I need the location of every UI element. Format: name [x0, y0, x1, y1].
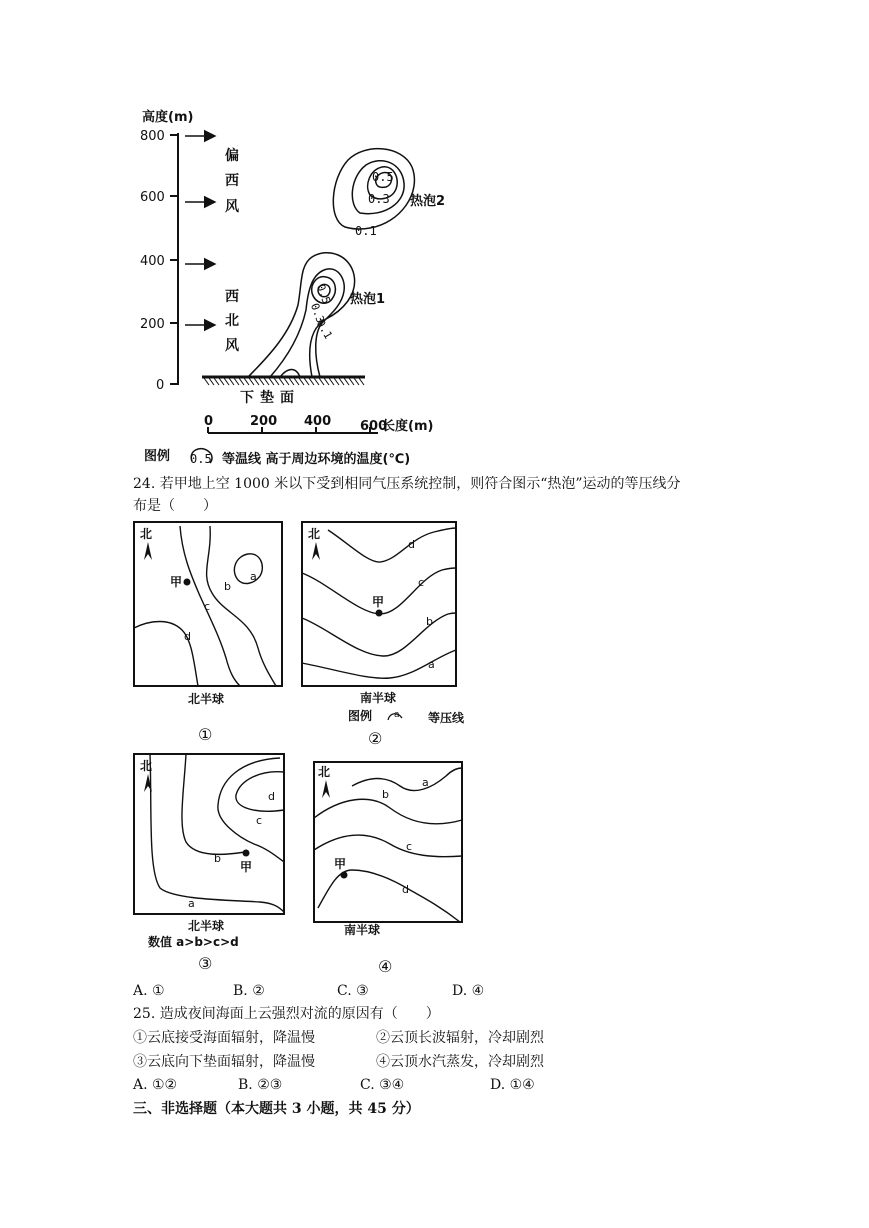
- isobar-label: a: [428, 658, 435, 671]
- q24-line1: 24. 若甲地上空 1000 米以下受到相同气压系统控制，则符合图示“热泡”运动的等压线分: [133, 476, 681, 492]
- isobar-label: c: [256, 814, 263, 827]
- isobar: [318, 870, 460, 922]
- hatch-mark: [269, 378, 274, 385]
- north-arrow-icon: [312, 542, 320, 560]
- north-label: 北: [140, 527, 153, 541]
- isobar-label: b: [382, 788, 389, 801]
- isobar: [314, 835, 462, 857]
- hatch-mark: [339, 378, 344, 385]
- hatch-mark: [359, 378, 364, 385]
- hatch-mark: [229, 378, 234, 385]
- hatch-mark: [329, 378, 334, 385]
- hatch-mark: [224, 378, 229, 385]
- isobar-label: c: [418, 576, 425, 589]
- point-jia: [184, 579, 191, 586]
- north-arrow-icon: [144, 542, 152, 560]
- hatch-mark: [239, 378, 244, 385]
- isotherm-value: 0.3: [307, 301, 327, 325]
- q25-option-b[interactable]: B. ②③: [238, 1077, 283, 1093]
- map-number: ①: [198, 725, 213, 744]
- point-jia: [243, 850, 250, 857]
- point-jia: [341, 872, 348, 879]
- isobar-label: a: [250, 570, 257, 583]
- isobar-label: d: [268, 790, 275, 803]
- isobar: [234, 554, 262, 584]
- isobar-label: a: [422, 776, 429, 789]
- hatch-mark: [309, 378, 314, 385]
- y-tick: 800: [140, 129, 165, 144]
- q25-statement-3: ③云底向下垫面辐射，降温慢: [133, 1054, 315, 1070]
- surface-label: 下垫面: [240, 390, 300, 406]
- isobar-map-2: [298, 518, 478, 748]
- q24-option-a[interactable]: A. ①: [133, 983, 165, 999]
- hemisphere-label: 北半球: [188, 692, 225, 706]
- thermal-bubble-1: [248, 253, 355, 377]
- map-legend-text: 等压线: [428, 711, 465, 725]
- map-frame: [134, 754, 284, 914]
- hatch-mark: [264, 378, 269, 385]
- hemisphere-label: 北半球: [188, 919, 225, 933]
- wind-label: 北: [225, 313, 239, 329]
- y-tick: 600: [140, 190, 165, 205]
- point-jia-label: 甲: [372, 595, 385, 609]
- isobar: [236, 772, 284, 811]
- value-note: 数值 a>b>c>d: [148, 935, 239, 949]
- q24-line2: 布是（ ）: [133, 498, 217, 514]
- thermal-bubble-figure: [130, 105, 460, 470]
- map-frame: [314, 762, 462, 922]
- map-number: ③: [198, 954, 213, 973]
- bubble-2-label: 热泡2: [410, 194, 446, 209]
- isotherm-value: 0.5: [372, 170, 394, 184]
- isotherm-value: 0.5: [313, 282, 333, 306]
- wind-label: 风: [225, 199, 239, 215]
- y-axis-title: 高度(m): [142, 110, 194, 125]
- map-number: ④: [378, 957, 393, 976]
- hatch-mark: [254, 378, 259, 385]
- q25-stem: 25. 造成夜间海面上云强烈对流的原因有（ ）: [133, 1006, 440, 1022]
- y-tick: 200: [140, 317, 165, 332]
- wind-label: 偏: [225, 148, 239, 164]
- isobar: [207, 526, 276, 686]
- wind-label: 西: [225, 173, 239, 189]
- q25-option-c[interactable]: C. ③④: [360, 1077, 405, 1093]
- hatch-mark: [354, 378, 359, 385]
- north-label: 北: [140, 759, 153, 773]
- q25-statement-2: ②云顶长波辐射，冷却剧烈: [376, 1030, 544, 1046]
- isobar-label: b: [214, 852, 221, 865]
- hatch-mark: [304, 378, 309, 385]
- hatch-mark: [209, 378, 214, 385]
- hatch-mark: [214, 378, 219, 385]
- map-legend-label: 图例: [348, 709, 373, 723]
- wind-label: 风: [225, 338, 239, 354]
- hatch-mark: [344, 378, 349, 385]
- q24-option-c[interactable]: C. ③: [337, 983, 369, 999]
- north-label: 北: [318, 765, 331, 779]
- hatch-mark: [219, 378, 224, 385]
- hatch-mark: [319, 378, 324, 385]
- hatch-mark: [334, 378, 339, 385]
- hatch-mark: [289, 378, 294, 385]
- section-3-heading: 三、非选择题（本大题共 3 小题，共 45 分）: [133, 1101, 420, 1117]
- y-tick: 0: [156, 378, 165, 393]
- north-arrow-icon: [322, 780, 330, 798]
- isobar-label: b: [224, 580, 231, 593]
- hemisphere-label: 南半球: [360, 691, 397, 705]
- isotherm-value: 0.3: [368, 192, 390, 206]
- isotherm-value: 0.1: [313, 317, 335, 342]
- q25-option-a[interactable]: A. ①②: [133, 1077, 178, 1093]
- hatch-mark: [234, 378, 239, 385]
- isobar-label: d: [402, 883, 409, 896]
- x-axis-title: 长度(m): [382, 419, 434, 434]
- isobar: [328, 528, 456, 562]
- isobar: [150, 754, 284, 912]
- hatch-mark: [244, 378, 249, 385]
- thermal-bubble-2: [333, 149, 414, 229]
- y-tick: 400: [140, 254, 165, 269]
- isobar-label: d: [408, 538, 415, 551]
- hatch-mark: [204, 378, 209, 385]
- point-jia: [376, 610, 383, 617]
- x-tick: 600: [360, 419, 388, 434]
- isobar-map-4: [310, 758, 470, 978]
- x-tick: 0: [204, 414, 214, 429]
- hatch-mark: [294, 378, 299, 385]
- hatch-mark: [284, 378, 289, 385]
- isobar: [182, 754, 245, 854]
- hatch-mark: [324, 378, 329, 385]
- thermal-bubble-diagram: [130, 105, 460, 470]
- hatch-mark: [279, 378, 284, 385]
- isobar-map-3: [130, 750, 305, 975]
- legend-label: 图例: [144, 449, 171, 464]
- isobar-map-1: [130, 518, 285, 748]
- isobar-label: d: [184, 630, 191, 643]
- hatch-mark: [249, 378, 254, 385]
- hemisphere-label: 南半球: [344, 923, 381, 937]
- isobar-label: a: [188, 897, 195, 910]
- legend-isobar-value: a: [394, 710, 400, 720]
- q24-option-d[interactable]: D. ④: [452, 983, 485, 999]
- isobar-label: b: [426, 615, 433, 628]
- isobar-label: c: [406, 840, 413, 853]
- surface-hatching: [204, 378, 364, 385]
- wind-label: 西: [225, 289, 239, 305]
- north-label: 北: [308, 527, 321, 541]
- hatch-mark: [274, 378, 279, 385]
- legend-text: 等温线 高于周边环境的温度(℃): [222, 452, 411, 467]
- isotherm-value: 0.1: [355, 224, 377, 238]
- legend-value: 0.5: [190, 452, 212, 466]
- isobar: [314, 799, 462, 824]
- isobar-label: c: [204, 600, 211, 613]
- x-tick: 200: [250, 414, 278, 429]
- q25-option-d[interactable]: D. ①④: [490, 1077, 535, 1093]
- isobar: [352, 768, 462, 791]
- map-number: ②: [368, 729, 383, 748]
- q25-statement-1: ①云底接受海面辐射，降温慢: [133, 1030, 315, 1046]
- hatch-mark: [299, 378, 304, 385]
- hatch-mark: [349, 378, 354, 385]
- bubble-1-label: 热泡1: [350, 292, 386, 307]
- point-jia-label: 甲: [240, 860, 253, 874]
- point-jia-label: 甲: [170, 575, 183, 589]
- x-tick: 400: [304, 414, 332, 429]
- point-jia-label: 甲: [334, 857, 347, 871]
- q25-statement-4: ④云顶水汽蒸发，冷却剧烈: [376, 1054, 544, 1070]
- hatch-mark: [314, 378, 319, 385]
- hatch-mark: [259, 378, 264, 385]
- q24-option-b[interactable]: B. ②: [233, 983, 265, 999]
